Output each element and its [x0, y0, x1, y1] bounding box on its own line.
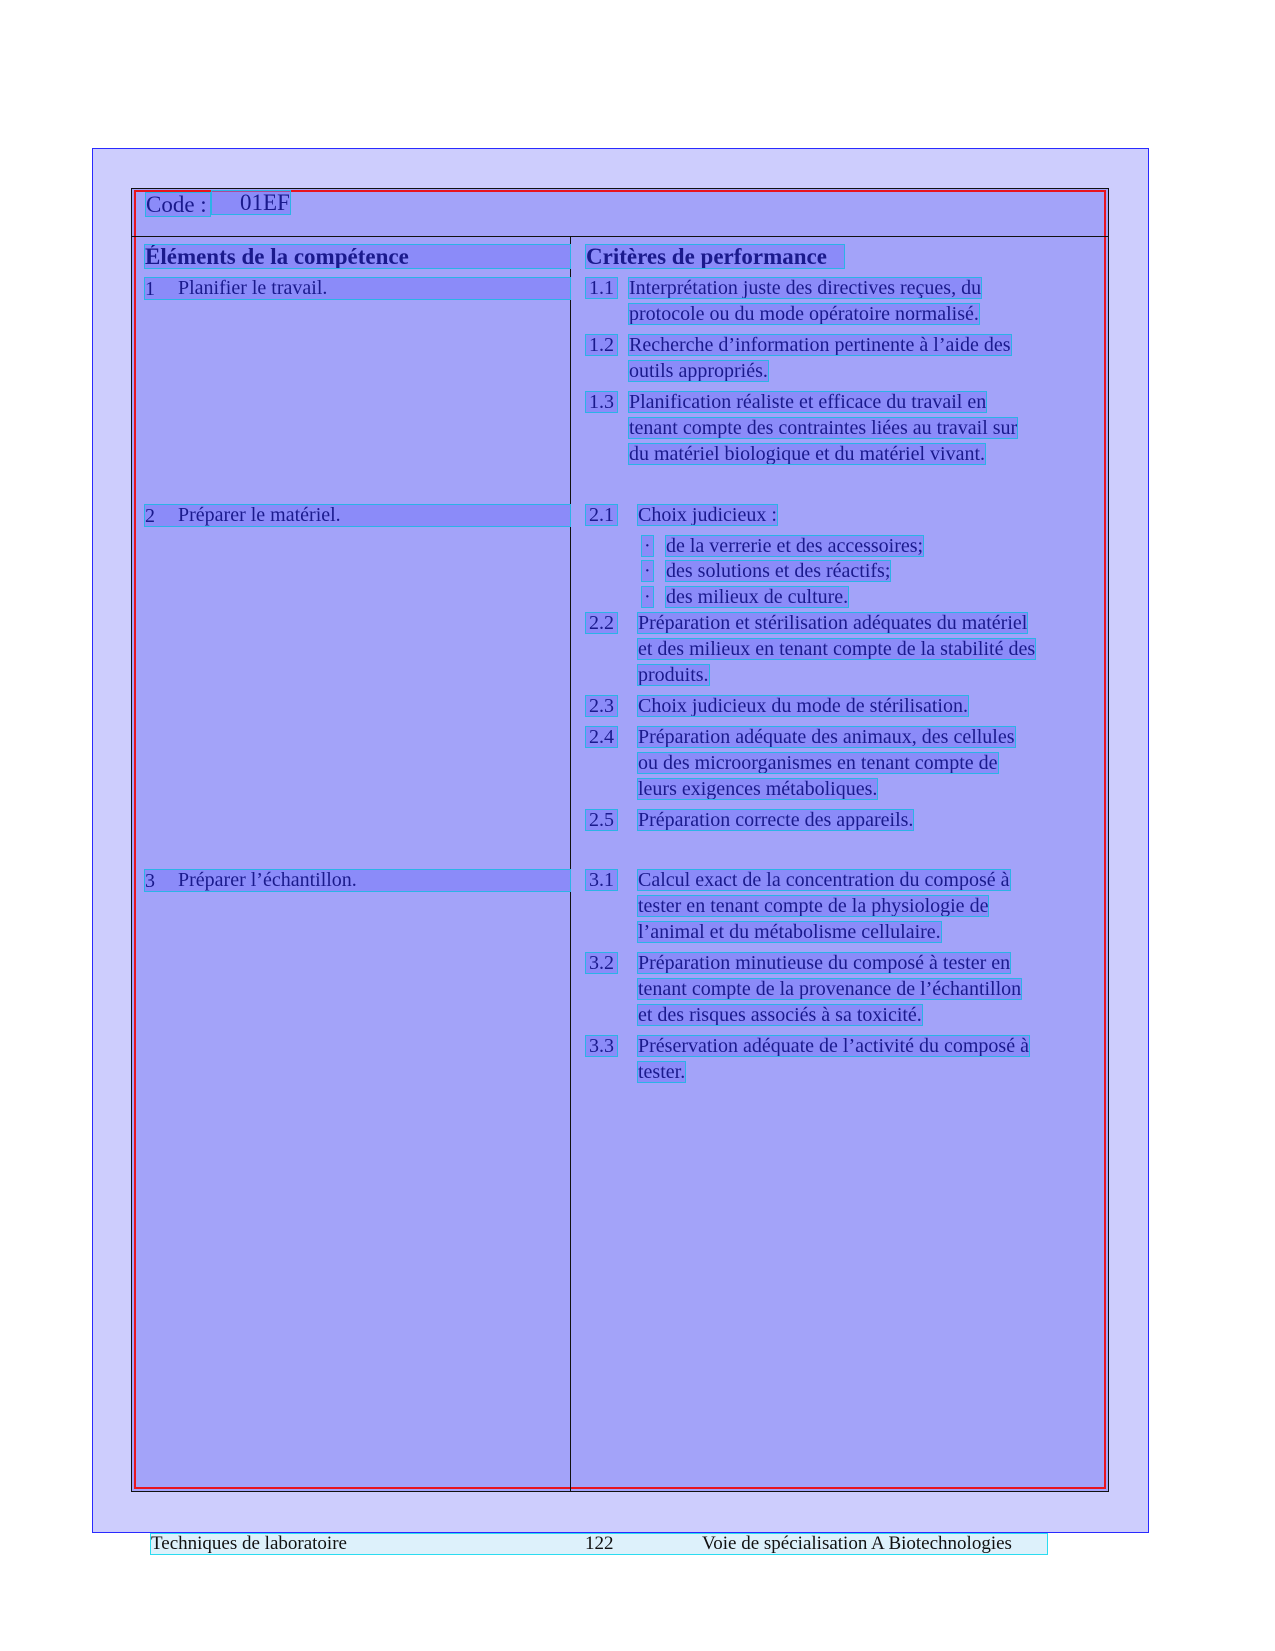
footer-program: Techniques de laboratoire — [151, 1533, 347, 1554]
criterion-line: protocole ou du mode opératoire normalisé. — [629, 303, 979, 325]
criterion-number: 2.5 — [586, 810, 617, 830]
criterion-number: 2.2 — [586, 613, 617, 633]
criterion-number: 1.1 — [586, 278, 617, 298]
element-label: Planifier le travail. — [178, 277, 328, 299]
criterion-line: et des milieux en tenant compte de la stabilité des — [638, 638, 1036, 660]
sub-item: des solutions et des réactifs; — [666, 560, 891, 582]
header-criteres: Critères de performance — [586, 245, 844, 268]
criterion-line: Préparation correcte des appareils. — [638, 809, 914, 831]
criterion-line: Préparation adéquate des animaux, des cellules — [638, 726, 1015, 748]
bullet-icon: · — [644, 535, 651, 557]
competence-table — [131, 188, 1109, 1492]
criterion-line: Choix judicieux du mode de stérilisation. — [638, 695, 968, 717]
code-value: 01EF — [212, 191, 290, 214]
criterion-line: tenant compte des contraintes liées au travail sur — [629, 417, 1018, 439]
criterion-line: produits. — [638, 664, 709, 686]
sub-item: de la verrerie et des accessoires; — [666, 535, 924, 557]
criterion-number: 1.2 — [586, 335, 617, 355]
criterion-line: l’animal et du métabolisme cellulaire. — [638, 921, 941, 943]
criterion-line: Recherche d’information pertinente à l’aide des — [629, 334, 1011, 356]
criterion-line: outils appropriés. — [629, 360, 768, 382]
header-elements: Éléments de la compétence — [145, 245, 570, 268]
criterion-line: Interprétation juste des directives reçues, du — [629, 277, 982, 299]
bullet-icon: · — [644, 560, 651, 582]
element-number: 3 — [145, 870, 155, 892]
code-row-divider — [131, 236, 1109, 237]
criterion-number: 2.1 — [586, 505, 617, 525]
column-divider — [570, 237, 571, 1492]
code-label: Code : — [146, 193, 210, 216]
criterion-number: 1.3 — [586, 392, 617, 412]
bullet-icon: · — [644, 586, 651, 608]
element-label: Préparer le matériel. — [178, 504, 341, 526]
element-label: Préparer l’échantillon. — [178, 869, 357, 891]
criterion-line: tester en tenant compte de la physiologie de — [638, 895, 989, 917]
criterion-line: et des risques associés à sa toxicité. — [638, 1004, 922, 1026]
element-number: 2 — [145, 505, 155, 527]
criterion-line: tester. — [638, 1061, 686, 1083]
criterion-line: Préparation et stérilisation adéquates du matériel — [638, 612, 1028, 634]
criterion-line: Préparation minutieuse du composé à tester en — [638, 952, 1011, 974]
criterion-line: leurs exigences métaboliques. — [638, 778, 878, 800]
criterion-number: 3.3 — [586, 1036, 617, 1056]
criterion-number: 2.4 — [586, 727, 617, 747]
criterion-line: tenant compte de la provenance de l’échantillon — [638, 978, 1022, 1000]
footer-track: Voie de spécialisation A Biotechnologies — [702, 1533, 1012, 1554]
criterion-line: du matériel biologique et du matériel vivant. — [629, 443, 986, 465]
footer-page-number: 122 — [585, 1533, 614, 1554]
sub-item: des milieux de culture. — [666, 586, 849, 608]
criterion-line: Calcul exact de la concentration du composé à — [638, 869, 1010, 891]
criterion-line: Planification réaliste et efficace du travail en — [629, 391, 987, 413]
criterion-line: ou des microorganismes en tenant compte de — [638, 752, 998, 774]
criterion-line: Préservation adéquate de l’activité du composé à — [638, 1035, 1029, 1057]
criterion-number: 2.3 — [586, 696, 617, 716]
criterion-number: 3.2 — [586, 953, 617, 973]
criterion-line: Choix judicieux : — [638, 504, 777, 526]
criterion-number: 3.1 — [586, 870, 617, 890]
element-number: 1 — [145, 278, 155, 300]
